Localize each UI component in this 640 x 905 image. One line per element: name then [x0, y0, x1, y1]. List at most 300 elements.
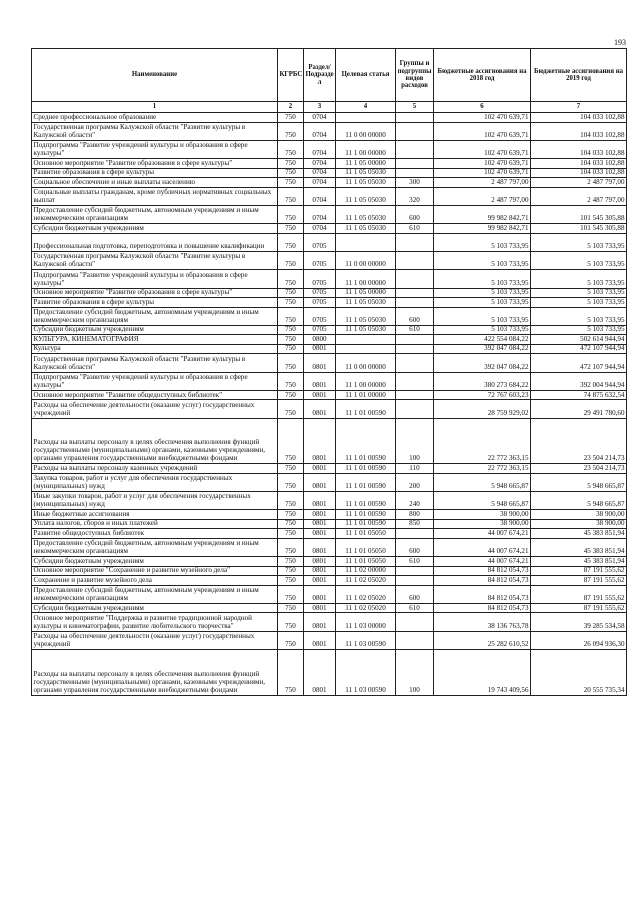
row-2019: 45 383 851,94: [531, 529, 627, 539]
row-target: 11 1 05 00000: [336, 288, 396, 298]
row-2018: 84 812 054,73: [434, 603, 531, 613]
table-row: [32, 585, 627, 603]
row-target: 11 1 01 00590: [336, 400, 396, 418]
row-name: Предоставление субсидий бюджетным, автономным учреждениям и иным некоммерческим организациям: [32, 307, 278, 325]
row-target: [336, 335, 396, 345]
row-kgrbs: 750: [278, 650, 304, 696]
row-kgrbs: 750: [278, 344, 304, 354]
row-kgrbs: 750: [278, 557, 304, 567]
row-name: Расходы на выплаты персоналу в целях обеспечения выполнения функций государственными (муниципальными) органами, казенными учреждениями, органами управления государственными внебюджетными фондами: [32, 650, 278, 696]
row-group: 300: [396, 178, 434, 188]
row-kgrbs: 750: [278, 613, 304, 631]
row-name: Развитие образования в сфере культуры: [32, 168, 278, 178]
row-target: 11 1 00 00000: [336, 140, 396, 158]
row-target: 11 1 01 00000: [336, 390, 396, 400]
row-section: 0801: [304, 464, 336, 474]
row-name: Государственная программа Калужской области "Развитие культуры в Калужской области": [32, 122, 278, 140]
row-kgrbs: 750: [278, 492, 304, 510]
table-row: [32, 140, 627, 158]
row-kgrbs: 750: [278, 529, 304, 539]
header-2018: Бюджетные ассигнования на 2018 год: [434, 49, 531, 102]
row-2019: 5 948 665,87: [531, 492, 627, 510]
row-name: Предоставление субсидий бюджетным, автономным учреждениям и иным некоммерческим организациям: [32, 205, 278, 223]
row-name: Уплата налогов, сборов и иных платежей: [32, 519, 278, 529]
table-row: [32, 354, 627, 372]
row-section: 0801: [304, 344, 336, 354]
row-kgrbs: 750: [278, 335, 304, 345]
row-name: Субсидии бюджетным учреждениям: [32, 603, 278, 613]
row-name: Социальные выплаты гражданам, кроме публичных нормативных социальных выплат: [32, 187, 278, 205]
row-target: 11 1 01 00590: [336, 418, 396, 464]
row-target: [336, 344, 396, 354]
row-target: 11 1 03 00000: [336, 613, 396, 631]
row-target: 11 1 02 05020: [336, 585, 396, 603]
row-target: 11 1 05 05030: [336, 325, 396, 335]
row-name: Основное мероприятие "Сохранение и развитие музейного дела": [32, 566, 278, 576]
row-target: 11 1 05 05030: [336, 178, 396, 188]
row-group: 610: [396, 557, 434, 567]
row-target: 11 1 02 00000: [336, 566, 396, 576]
row-2018: 5 103 733,95: [434, 298, 531, 308]
row-2018: 38 136 763,78: [434, 613, 531, 631]
row-2018: 38 900,00: [434, 519, 531, 529]
row-group: 610: [396, 224, 434, 234]
row-target: 11 1 05 05030: [336, 307, 396, 325]
row-group: [396, 233, 434, 251]
row-section: 0801: [304, 603, 336, 613]
row-target: 11 1 01 00590: [336, 519, 396, 529]
row-section: 0801: [304, 538, 336, 556]
table-row: [32, 631, 627, 649]
column-number: 3: [304, 102, 336, 113]
table-row: [32, 566, 627, 576]
row-kgrbs: 750: [278, 122, 304, 140]
row-2019: 5 103 733,95: [531, 325, 627, 335]
row-name: Развитие образования в сфере культуры: [32, 298, 278, 308]
row-name: Расходы на обеспечение деятельности (оказание услуг) государственных учреждений: [32, 631, 278, 649]
row-2019: 38 900,00: [531, 519, 627, 529]
row-section: 0704: [304, 205, 336, 223]
row-2018: 38 900,00: [434, 510, 531, 520]
table-row: [32, 307, 627, 325]
row-group: [396, 576, 434, 586]
row-2019: 5 103 733,95: [531, 251, 627, 269]
row-name: Подпрограмма "Развитие учреждений культуры и образования в сфере культуры": [32, 140, 278, 158]
table-row: [32, 270, 627, 288]
row-2019: 392 004 944,94: [531, 372, 627, 390]
row-kgrbs: 750: [278, 576, 304, 586]
row-group: [396, 335, 434, 345]
row-2019: 20 555 735,34: [531, 650, 627, 696]
table-row: [32, 418, 627, 464]
row-target: 11 1 01 00590: [336, 473, 396, 491]
row-target: 11 1 05 00000: [336, 159, 396, 169]
row-2018: 44 007 674,21: [434, 529, 531, 539]
row-kgrbs: 750: [278, 187, 304, 205]
table-row: [32, 178, 627, 188]
row-2019: 39 285 534,58: [531, 613, 627, 631]
row-target: 11 1 05 05030: [336, 187, 396, 205]
row-2019: 472 107 944,94: [531, 354, 627, 372]
row-group: 100: [396, 418, 434, 464]
row-target: 11 1 01 05050: [336, 529, 396, 539]
row-group: 320: [396, 187, 434, 205]
row-2019: 472 107 944,94: [531, 344, 627, 354]
row-2019: 5 103 733,95: [531, 288, 627, 298]
row-kgrbs: 750: [278, 566, 304, 576]
row-2018: 102 470 639,71: [434, 168, 531, 178]
table-row: [32, 519, 627, 529]
row-2018: 84 812 054,73: [434, 576, 531, 586]
row-name: Основное мероприятие "Развитие образования в сфере культуры": [32, 288, 278, 298]
row-section: 0801: [304, 390, 336, 400]
row-section: 0705: [304, 270, 336, 288]
header-kgrbs: КГРБС: [278, 49, 304, 102]
row-group: 600: [396, 307, 434, 325]
row-section: 0704: [304, 122, 336, 140]
row-target: 11 1 00 00000: [336, 372, 396, 390]
row-group: [396, 390, 434, 400]
row-target: [336, 113, 396, 123]
row-group: [396, 613, 434, 631]
row-target: 11 1 05 05030: [336, 298, 396, 308]
row-group: [396, 529, 434, 539]
row-2019: 2 487 797,00: [531, 178, 627, 188]
row-2018: 102 470 639,71: [434, 159, 531, 169]
row-2018: 5 103 733,95: [434, 233, 531, 251]
row-section: 0801: [304, 418, 336, 464]
column-number: 2: [278, 102, 304, 113]
row-2018: 380 273 684,22: [434, 372, 531, 390]
row-group: [396, 122, 434, 140]
row-kgrbs: 750: [278, 354, 304, 372]
column-number: 6: [434, 102, 531, 113]
row-name: Закупка товаров, работ и услуг для обеспечения государственных (муниципальных) нужд: [32, 473, 278, 491]
row-group: 600: [396, 205, 434, 223]
header-group: Группы и подгруппы видов расходов: [396, 49, 434, 102]
row-kgrbs: 750: [278, 400, 304, 418]
page-number: 193: [614, 38, 626, 47]
header-section: Раздел/ Подразде л: [304, 49, 336, 102]
row-section: 0800: [304, 335, 336, 345]
row-2019: 5 103 733,95: [531, 270, 627, 288]
row-name: Профессиональная подготовка, переподготовка и повышение квалификации: [32, 233, 278, 251]
row-section: 0801: [304, 529, 336, 539]
row-2018: 102 470 639,71: [434, 122, 531, 140]
row-2019: 5 103 733,95: [531, 233, 627, 251]
row-2018: 5 103 733,95: [434, 270, 531, 288]
row-group: [396, 344, 434, 354]
row-name: Расходы на обеспечение деятельности (оказание услуг) государственных учреждений: [32, 400, 278, 418]
row-target: 11 1 03 00590: [336, 650, 396, 696]
row-group: 600: [396, 585, 434, 603]
row-section: 0801: [304, 519, 336, 529]
row-2019: 104 033 102,88: [531, 113, 627, 123]
row-2018: 99 982 842,71: [434, 205, 531, 223]
row-kgrbs: 750: [278, 224, 304, 234]
row-kgrbs: 750: [278, 205, 304, 223]
row-section: 0801: [304, 576, 336, 586]
table-row: [32, 233, 627, 251]
row-2019: 104 033 102,88: [531, 122, 627, 140]
row-section: 0705: [304, 298, 336, 308]
row-group: [396, 298, 434, 308]
row-target: 11 1 05 05030: [336, 224, 396, 234]
row-section: 0704: [304, 168, 336, 178]
row-target: 11 1 05 05030: [336, 168, 396, 178]
row-name: Предоставление субсидий бюджетным, автономным учреждениям и иным некоммерческим организациям: [32, 585, 278, 603]
row-target: 11 0 00 00000: [336, 122, 396, 140]
row-2018: 22 772 363,15: [434, 464, 531, 474]
row-group: 200: [396, 473, 434, 491]
table-row: [32, 122, 627, 140]
row-2018: 2 487 797,00: [434, 178, 531, 188]
row-kgrbs: 750: [278, 159, 304, 169]
row-kgrbs: 750: [278, 473, 304, 491]
row-2019: 87 191 555,62: [531, 585, 627, 603]
row-2018: 84 812 054,73: [434, 566, 531, 576]
column-number: 4: [336, 102, 396, 113]
row-kgrbs: 750: [278, 251, 304, 269]
row-2018: 5 948 665,87: [434, 492, 531, 510]
row-group: [396, 372, 434, 390]
row-kgrbs: 750: [278, 510, 304, 520]
row-2018: 84 812 054,73: [434, 585, 531, 603]
table-row: [32, 344, 627, 354]
row-kgrbs: 750: [278, 178, 304, 188]
row-group: [396, 288, 434, 298]
row-2018: 5 103 733,95: [434, 288, 531, 298]
row-2018: 102 470 639,71: [434, 140, 531, 158]
row-target: 11 1 01 05050: [336, 557, 396, 567]
row-section: 0801: [304, 585, 336, 603]
table-row: [32, 113, 627, 123]
row-group: 610: [396, 603, 434, 613]
row-name: КУЛЬТУРА, КИНЕМАТОГРАФИЯ: [32, 335, 278, 345]
row-name: Среднее профессиональное образование: [32, 113, 278, 123]
row-2019: 101 545 305,88: [531, 224, 627, 234]
row-name: Основное мероприятие "Развитие образования в сфере культуры": [32, 159, 278, 169]
table-row: [32, 492, 627, 510]
row-kgrbs: 750: [278, 307, 304, 325]
row-section: 0801: [304, 354, 336, 372]
row-name: Культура: [32, 344, 278, 354]
row-name: Подпрограмма "Развитие учреждений культуры и образования в сфере культуры": [32, 372, 278, 390]
row-name: Субсидии бюджетным учреждениям: [32, 224, 278, 234]
row-2019: 101 545 305,88: [531, 205, 627, 223]
row-kgrbs: 750: [278, 585, 304, 603]
row-2019: 38 900,00: [531, 510, 627, 520]
row-name: Основное мероприятие "Развитие общедоступных библиотек": [32, 390, 278, 400]
row-target: 11 1 05 05030: [336, 205, 396, 223]
row-kgrbs: 750: [278, 390, 304, 400]
row-target: 11 1 01 00590: [336, 492, 396, 510]
row-group: 100: [396, 650, 434, 696]
row-2019: 23 504 214,73: [531, 418, 627, 464]
header-name: Наименование: [32, 49, 278, 102]
row-section: 0704: [304, 159, 336, 169]
row-kgrbs: 750: [278, 519, 304, 529]
row-section: 0705: [304, 233, 336, 251]
row-2019: 23 504 214,73: [531, 464, 627, 474]
row-kgrbs: 750: [278, 603, 304, 613]
row-2019: 104 033 102,88: [531, 140, 627, 158]
row-2019: 502 614 944,94: [531, 335, 627, 345]
row-2018: 19 743 409,56: [434, 650, 531, 696]
row-group: 800: [396, 510, 434, 520]
header-2019: Бюджетные ассигнования на 2019 год: [531, 49, 627, 102]
row-target: 11 1 02 05020: [336, 576, 396, 586]
table-row: [32, 187, 627, 205]
row-name: Государственная программа Калужской области "Развитие культуры в Калужской области": [32, 354, 278, 372]
row-name: Иные закупки товаров, работ и услуг для обеспечения государственных (муниципальных) нужд: [32, 492, 278, 510]
row-2018: 28 759 929,02: [434, 400, 531, 418]
table-row: [32, 298, 627, 308]
row-2019: 87 191 555,62: [531, 603, 627, 613]
row-name: Подпрограмма "Развитие учреждений культуры и образования в сфере культуры": [32, 270, 278, 288]
row-2018: 5 103 733,95: [434, 307, 531, 325]
row-target: 11 1 03 00590: [336, 631, 396, 649]
row-2019: 26 094 936,30: [531, 631, 627, 649]
row-section: 0801: [304, 613, 336, 631]
table-row: [32, 473, 627, 491]
table-row: [32, 400, 627, 418]
row-2018: 392 047 084,22: [434, 344, 531, 354]
row-kgrbs: 750: [278, 538, 304, 556]
row-group: [396, 400, 434, 418]
row-target: [336, 233, 396, 251]
row-2019: 5 948 665,87: [531, 473, 627, 491]
table-body: [32, 113, 627, 696]
row-2019: 45 383 851,94: [531, 538, 627, 556]
row-section: 0801: [304, 650, 336, 696]
row-kgrbs: 750: [278, 298, 304, 308]
row-kgrbs: 750: [278, 325, 304, 335]
table-row: [32, 529, 627, 539]
table-row: [32, 224, 627, 234]
table-row: [32, 603, 627, 613]
row-section: 0705: [304, 325, 336, 335]
row-section: 0801: [304, 566, 336, 576]
row-2019: 5 103 733,95: [531, 307, 627, 325]
row-name: Субсидии бюджетным учреждениям: [32, 325, 278, 335]
row-section: 0704: [304, 178, 336, 188]
row-2019: 104 033 102,88: [531, 159, 627, 169]
row-target: 11 1 02 05020: [336, 603, 396, 613]
row-2018: 5 103 733,95: [434, 251, 531, 269]
row-name: Сохранение и развитие музейного дела: [32, 576, 278, 586]
row-2019: 74 875 632,54: [531, 390, 627, 400]
row-2019: 45 383 851,94: [531, 557, 627, 567]
row-group: [396, 140, 434, 158]
row-name: Государственная программа Калужской области "Развитие культуры в Калужской области": [32, 251, 278, 269]
table-row: [32, 390, 627, 400]
row-name: Субсидии бюджетным учреждениям: [32, 557, 278, 567]
row-group: [396, 270, 434, 288]
row-kgrbs: 750: [278, 270, 304, 288]
column-number-row: [32, 102, 627, 113]
table-row: [32, 510, 627, 520]
row-2019: 104 033 102,88: [531, 168, 627, 178]
row-section: 0801: [304, 631, 336, 649]
row-group: 600: [396, 538, 434, 556]
row-kgrbs: 750: [278, 631, 304, 649]
row-kgrbs: 750: [278, 140, 304, 158]
row-section: 0704: [304, 140, 336, 158]
row-name: Расходы на выплаты персоналу казенных учреждений: [32, 464, 278, 474]
row-2018: 2 487 797,00: [434, 187, 531, 205]
row-2018: 22 772 363,15: [434, 418, 531, 464]
row-2018: 422 554 084,22: [434, 335, 531, 345]
row-section: 0704: [304, 113, 336, 123]
row-target: 11 1 00 00000: [336, 270, 396, 288]
row-section: 0704: [304, 187, 336, 205]
row-2019: 2 487 797,00: [531, 187, 627, 205]
row-group: 240: [396, 492, 434, 510]
row-2019: 5 103 733,95: [531, 298, 627, 308]
table-row: [32, 576, 627, 586]
header-row: [32, 49, 627, 102]
row-group: [396, 159, 434, 169]
row-target: 11 0 00 00000: [336, 251, 396, 269]
row-2018: 99 982 842,71: [434, 224, 531, 234]
row-2018: 44 007 674,21: [434, 538, 531, 556]
row-section: 0704: [304, 224, 336, 234]
row-2018: 102 470 639,71: [434, 113, 531, 123]
column-number: 7: [531, 102, 627, 113]
row-kgrbs: 750: [278, 372, 304, 390]
row-2018: 72 767 603,23: [434, 390, 531, 400]
table-row: [32, 650, 627, 696]
table-row: [32, 168, 627, 178]
table-row: [32, 325, 627, 335]
row-2019: 87 191 555,62: [531, 576, 627, 586]
row-2018: 44 007 674,21: [434, 557, 531, 567]
row-target: 11 1 01 00590: [336, 510, 396, 520]
table-row: [32, 538, 627, 556]
row-target: 11 0 00 00000: [336, 354, 396, 372]
row-2018: 392 047 084,22: [434, 354, 531, 372]
row-kgrbs: 750: [278, 288, 304, 298]
row-name: Иные бюджетные ассигнования: [32, 510, 278, 520]
column-number: 1: [32, 102, 278, 113]
table-row: [32, 372, 627, 390]
row-group: [396, 354, 434, 372]
row-group: [396, 631, 434, 649]
row-group: 110: [396, 464, 434, 474]
row-name: Социальное обеспечение и иные выплаты населению: [32, 178, 278, 188]
column-number: 5: [396, 102, 434, 113]
row-name: Расходы на выплаты персоналу в целях обеспечения выполнения функций государственными (муниципальными) органами, казенными учреждениями, органами управления государственными внебюджетными фондами: [32, 418, 278, 464]
table-row: [32, 251, 627, 269]
table-row: [32, 557, 627, 567]
table-row: [32, 205, 627, 223]
row-target: 11 1 01 00590: [336, 464, 396, 474]
row-section: 0801: [304, 473, 336, 491]
row-section: 0801: [304, 510, 336, 520]
row-section: 0801: [304, 400, 336, 418]
row-kgrbs: 750: [278, 418, 304, 464]
budget-table: [31, 48, 627, 696]
table-row: [32, 613, 627, 631]
table-row: [32, 335, 627, 345]
row-section: 0801: [304, 557, 336, 567]
row-group: [396, 113, 434, 123]
row-2018: 5 948 665,87: [434, 473, 531, 491]
table-row: [32, 159, 627, 169]
row-section: 0705: [304, 307, 336, 325]
row-name: Основное мероприятие "Поддержка и развитие традиционной народной культуры и кинематографии, развитие любительского творчества": [32, 613, 278, 631]
